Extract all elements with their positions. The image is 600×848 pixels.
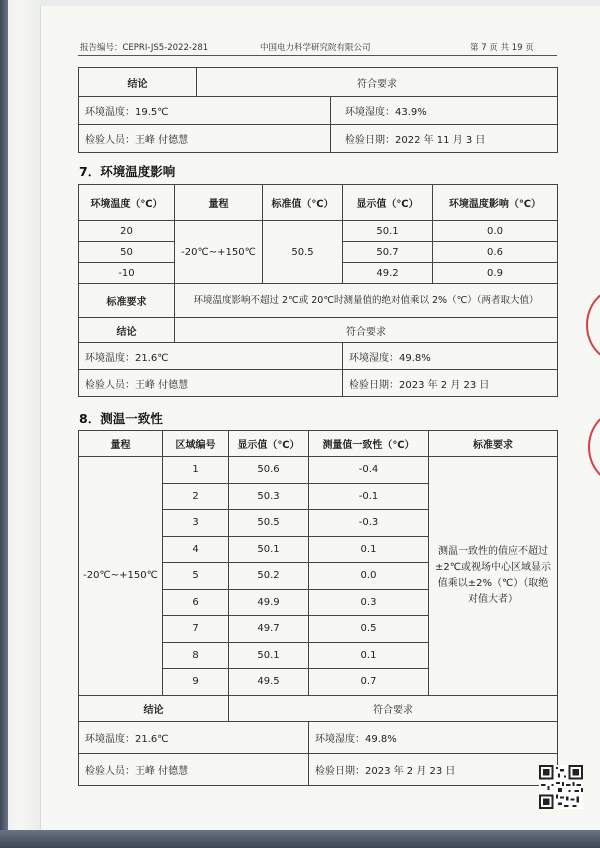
- conclusion-label: 结论: [79, 68, 197, 97]
- table-row-consistency: 0.1: [309, 536, 429, 563]
- table-row-zone: 9: [163, 669, 229, 696]
- table-row-effect: 0.0: [433, 221, 558, 242]
- header-rule: [78, 55, 557, 56]
- conclusion-value: 符合要求: [229, 695, 558, 721]
- col-zone: 区域编号: [163, 431, 229, 457]
- table-row-consistency: 0.0: [309, 563, 429, 590]
- table-row-zone: 8: [163, 642, 229, 669]
- section-8-title: 8．测温一致性: [79, 411, 163, 426]
- binding-edge: [0, 0, 8, 848]
- col-effect: 环境温度影响（℃）: [433, 185, 558, 221]
- table-row-display: 49.2: [343, 263, 433, 284]
- table-row-display: 49.9: [229, 589, 309, 616]
- red-seal-icon: [588, 410, 600, 484]
- inspectors: 检验人员：王峰 付德慧: [79, 125, 331, 153]
- table-row-display: 50.1: [229, 536, 309, 563]
- section-7-title: 7．环境温度影响: [79, 164, 176, 179]
- table-row-zone: 2: [163, 483, 229, 510]
- section-8-table: [78, 430, 558, 786]
- col-range: 量程: [79, 431, 163, 457]
- table-row-display: 50.5: [229, 510, 309, 537]
- table-row-env: 20: [79, 221, 175, 242]
- section-7-table: [78, 184, 558, 397]
- env-humidity: 环境湿度：43.9%: [331, 97, 558, 125]
- table-row-display: 50.7: [343, 242, 433, 263]
- inspection-date: 检验日期：2023 年 2 月 23 日: [309, 753, 558, 785]
- range-cell: -20℃~+150℃: [175, 221, 263, 284]
- inspection-date: 检验日期：2023 年 2 月 23 日: [343, 370, 558, 397]
- report-number: 报告编号：CEPRI-JS5-2022-281: [80, 43, 209, 53]
- organization-name: 中国电力科学研究院有限公司: [260, 43, 371, 53]
- table-row-display: 50.3: [229, 483, 309, 510]
- inspection-date: 检验日期：2022 年 11 月 3 日: [331, 125, 558, 153]
- inspectors: 检验人员：王峰 付德慧: [79, 370, 343, 397]
- table-row-consistency: -0.3: [309, 510, 429, 537]
- env-humidity: 环境湿度：49.8%: [343, 343, 558, 370]
- table-row-consistency: -0.4: [309, 457, 429, 484]
- conclusion-value: 符合要求: [197, 68, 558, 97]
- table-row-consistency: 0.7: [309, 669, 429, 696]
- table-row-display: 49.5: [229, 669, 309, 696]
- table-row-zone: 4: [163, 536, 229, 563]
- requirement-text: 环境温度影响不超过 2℃或 20℃时测量值的绝对值乘以 2%（℃）（两者取大值）: [175, 284, 558, 318]
- page-number: 第 7 页 共 19 页: [470, 43, 534, 53]
- table-row-consistency: 0.5: [309, 616, 429, 643]
- table-row-effect: 0.9: [433, 263, 558, 284]
- table-row-consistency: 0.3: [309, 589, 429, 616]
- table-row-zone: 1: [163, 457, 229, 484]
- table-row-display: 50.1: [229, 642, 309, 669]
- col-range: 量程: [175, 185, 263, 221]
- table-row-zone: 3: [163, 510, 229, 537]
- env-temperature: 环境温度：21.6℃: [79, 343, 343, 370]
- conclusion-value: 符合要求: [175, 318, 558, 343]
- env-temperature: 环境温度：19.5℃: [79, 97, 331, 125]
- table-row-effect: 0.6: [433, 242, 558, 263]
- col-standard: 标准值（℃）: [263, 185, 343, 221]
- table-row-zone: 5: [163, 563, 229, 590]
- table-row-display: 50.2: [229, 563, 309, 590]
- qr-code-icon: [539, 765, 583, 809]
- red-seal-icon: [586, 288, 600, 362]
- col-display: 显示值（℃）: [343, 185, 433, 221]
- requirement-label: 标准要求: [79, 284, 175, 318]
- top-conclusion-table: [78, 67, 558, 153]
- col-display: 显示值（℃）: [229, 431, 309, 457]
- table-row-zone: 7: [163, 616, 229, 643]
- col-consistency: 测量值一致性（℃）: [309, 431, 429, 457]
- table-row-consistency: -0.1: [309, 483, 429, 510]
- col-requirement: 标准要求: [429, 431, 558, 457]
- conclusion-label: 结论: [79, 695, 229, 721]
- table-row-consistency: 0.1: [309, 642, 429, 669]
- env-humidity: 环境湿度：49.8%: [309, 721, 558, 753]
- requirement-text: 测温一致性的值应不超过±2℃或视场中心区域显示值乘以±2%（℃）（取绝对值大者）: [429, 457, 558, 696]
- table-row-env: -10: [79, 263, 175, 284]
- env-temperature: 环境温度：21.6℃: [79, 721, 309, 753]
- table-row-zone: 6: [163, 589, 229, 616]
- table-row-display: 50.6: [229, 457, 309, 484]
- inspectors: 检验人员：王峰 付德慧: [79, 753, 309, 785]
- table-row-display: 49.7: [229, 616, 309, 643]
- table-row-env: 50: [79, 242, 175, 263]
- top-strip: [40, 0, 600, 6]
- range-cell: -20℃~+150℃: [79, 457, 163, 696]
- standard-cell: 50.5: [263, 221, 343, 284]
- col-env-temp: 环境温度（℃）: [79, 185, 175, 221]
- table-row-display: 50.1: [343, 221, 433, 242]
- conclusion-label: 结论: [79, 318, 175, 343]
- scan-bottom-edge: [0, 830, 600, 848]
